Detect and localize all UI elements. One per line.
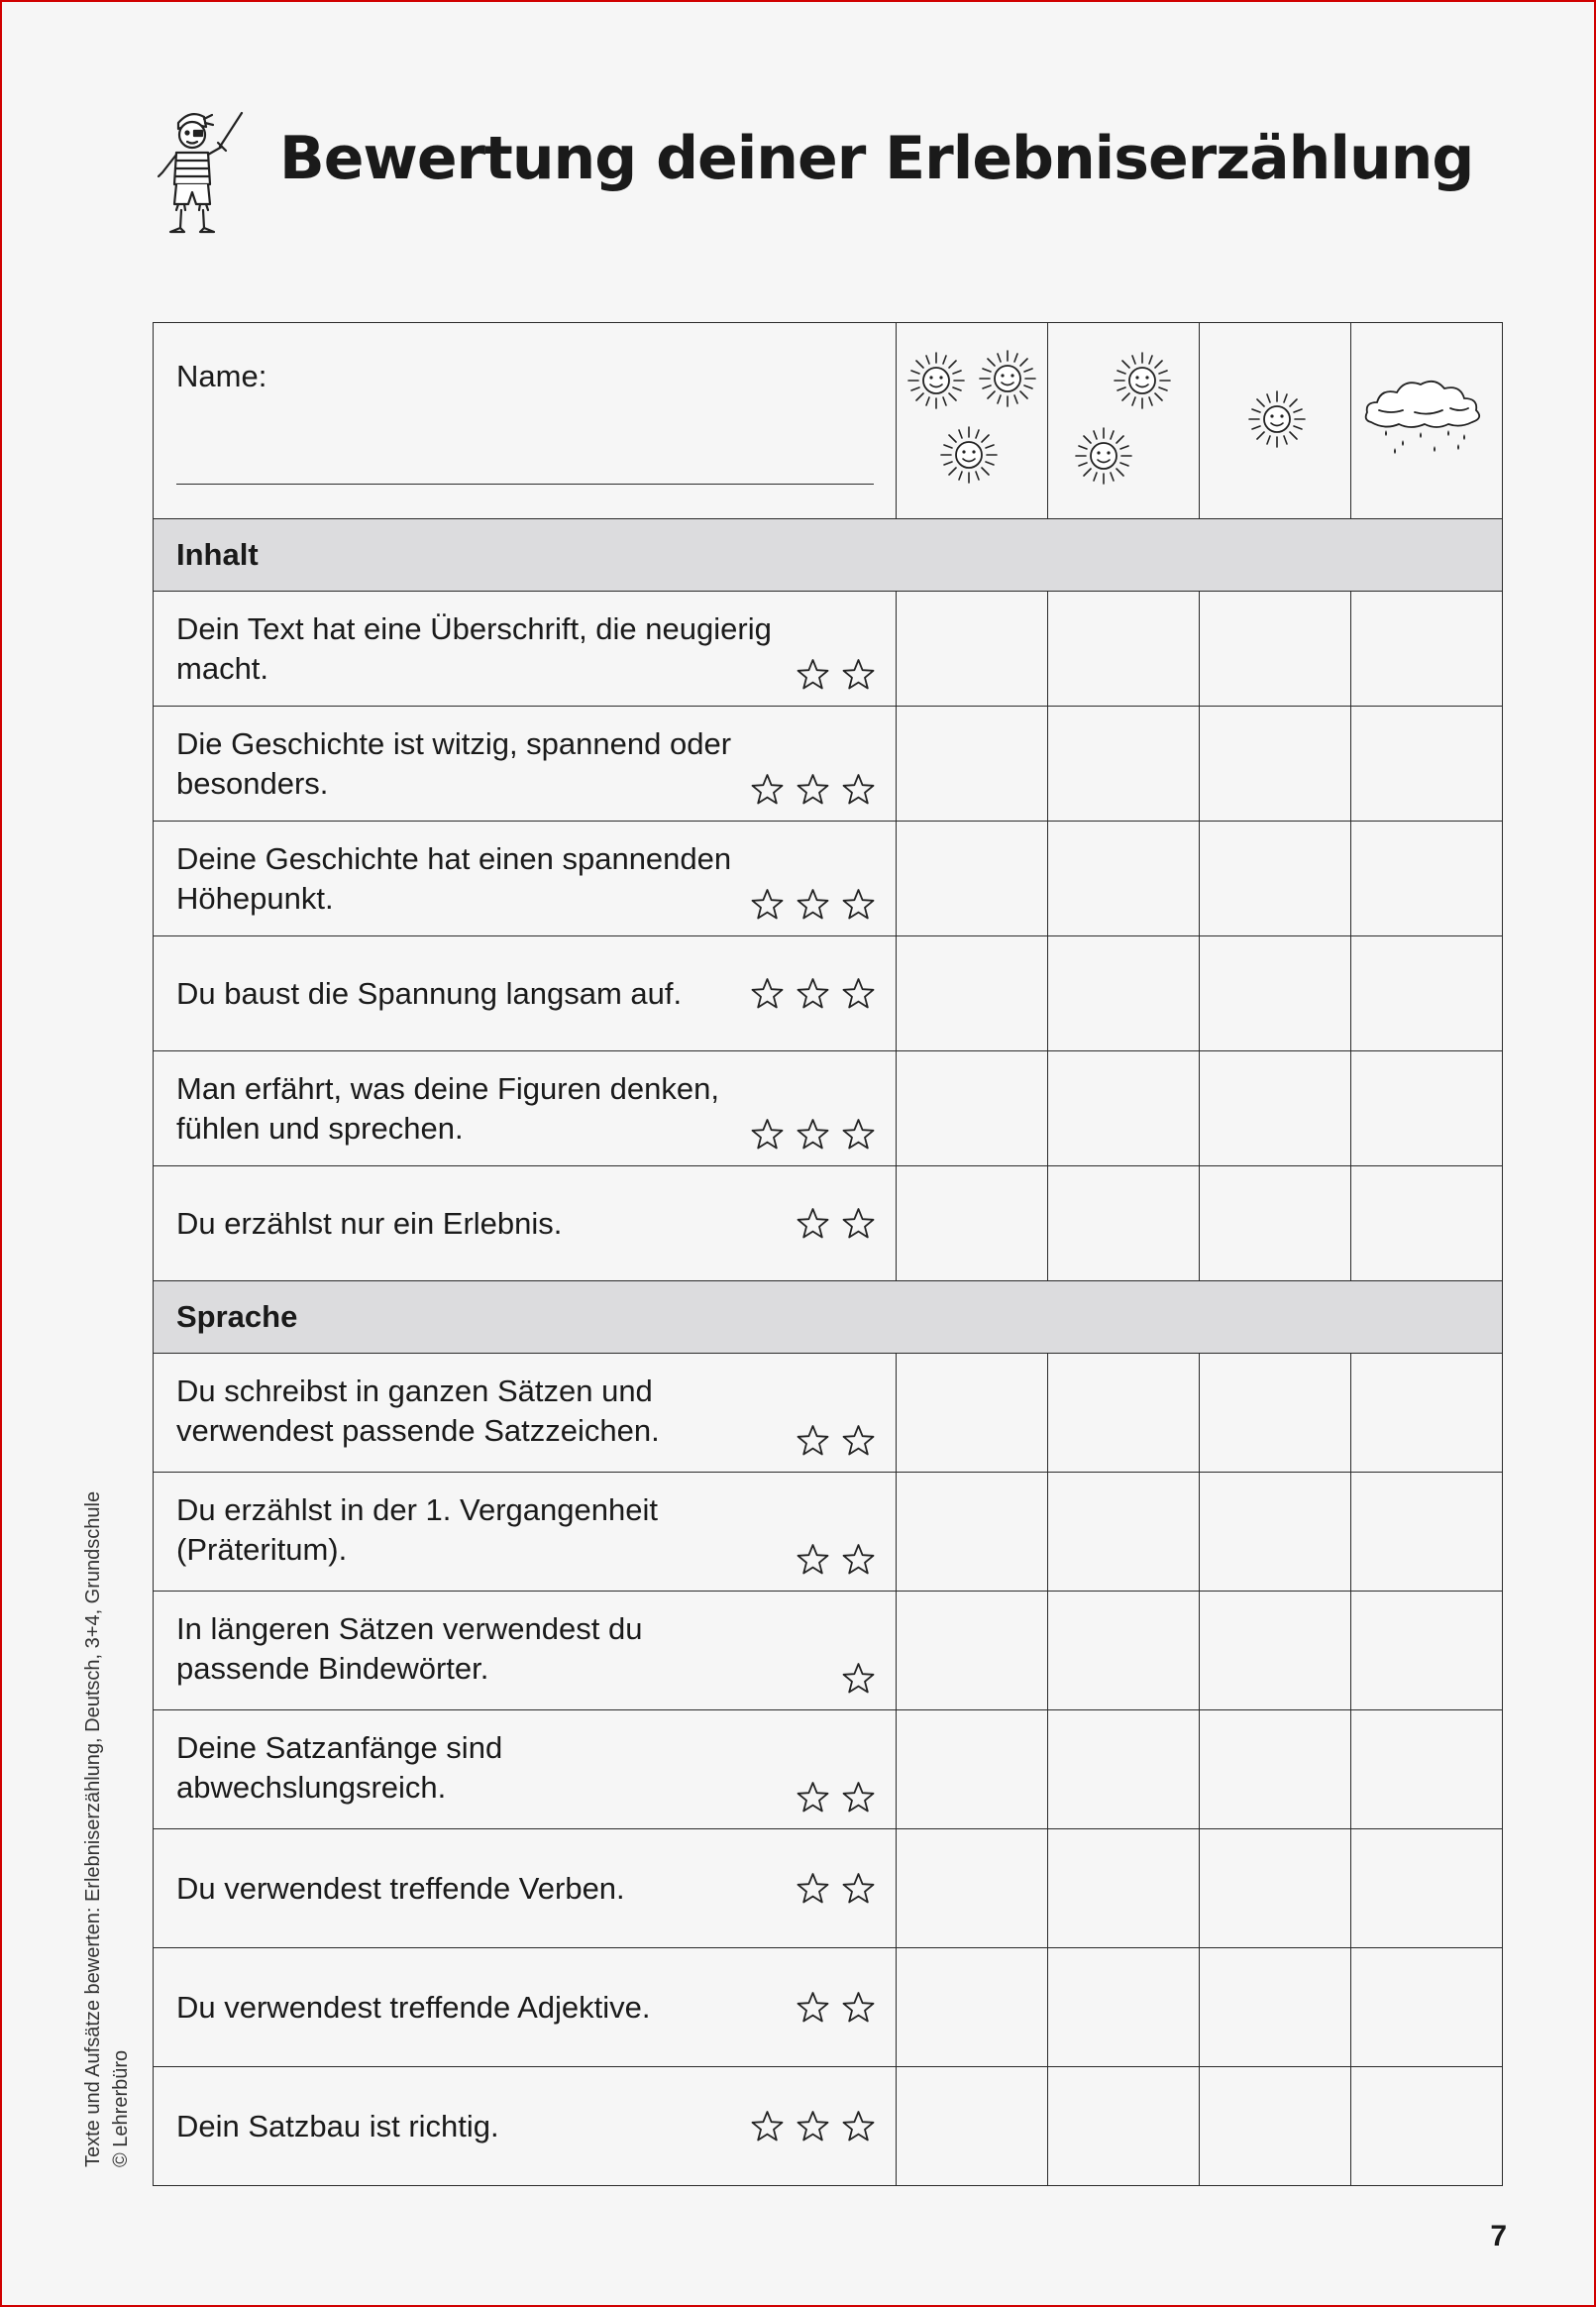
- star-icon: [841, 977, 876, 1011]
- star-rating: [750, 1118, 876, 1152]
- pirate-illustration: [151, 101, 250, 240]
- rating-checkbox-two-suns[interactable]: [1048, 707, 1200, 822]
- star-rating: [750, 2110, 876, 2143]
- rating-checkbox-three-suns[interactable]: [897, 1592, 1048, 1710]
- criterion-cell: [154, 1829, 897, 1948]
- star-rating: [750, 888, 876, 922]
- criterion-row: [154, 1710, 1503, 1829]
- star-rating: [750, 977, 876, 1011]
- page-title: Bewertung deiner Erlebniserzählung: [279, 124, 1474, 193]
- star-icon: [841, 1991, 876, 2025]
- criterion-cell: [154, 1051, 897, 1166]
- rating-checkbox-two-suns[interactable]: [1048, 1829, 1200, 1948]
- rating-checkbox-one-sun[interactable]: [1200, 822, 1351, 936]
- rating-checkbox-three-suns[interactable]: [897, 822, 1048, 936]
- criterion-text: Dein Text hat eine Überschrift, die neugierig macht.: [176, 611, 772, 686]
- criterion-row: [154, 936, 1503, 1051]
- star-icon: [796, 1781, 830, 1814]
- star-icon: [796, 2110, 830, 2143]
- star-icon: [841, 1872, 876, 1906]
- star-rating: [841, 1662, 876, 1696]
- criterion-text: Deine Satzanfänge sind abwechslungsreich.: [176, 1730, 503, 1805]
- star-rating: [796, 658, 876, 692]
- rating-checkbox-rain-cloud[interactable]: [1351, 2067, 1503, 2186]
- star-icon: [841, 1424, 876, 1458]
- rating-checkbox-three-suns[interactable]: [897, 1473, 1048, 1592]
- criterion-row: [154, 592, 1503, 707]
- star-icon: [750, 888, 785, 922]
- rating-checkbox-two-suns[interactable]: [1048, 1948, 1200, 2067]
- star-rating: [750, 773, 876, 807]
- star-icon: [796, 1424, 830, 1458]
- criterion-text: Deine Geschichte hat einen spannenden Höhepunkt.: [176, 841, 732, 916]
- criterion-cell: [154, 1710, 897, 1829]
- rating-table: [153, 322, 1503, 2186]
- criterion-cell: [154, 1354, 897, 1473]
- rating-checkbox-two-suns[interactable]: [1048, 1473, 1200, 1592]
- one-sun-icon: [1200, 323, 1351, 519]
- star-icon: [841, 1118, 876, 1152]
- rating-checkbox-two-suns[interactable]: [1048, 1710, 1200, 1829]
- star-rating: [796, 1207, 876, 1241]
- criterion-cell: [154, 1948, 897, 2067]
- rating-checkbox-one-sun[interactable]: [1200, 1051, 1351, 1166]
- rating-checkbox-one-sun[interactable]: [1200, 1354, 1351, 1473]
- criterion-cell: [154, 1592, 897, 1710]
- rating-checkbox-two-suns[interactable]: [1048, 1051, 1200, 1166]
- criterion-row: [154, 1948, 1503, 2067]
- rating-checkbox-rain-cloud[interactable]: [1351, 1710, 1503, 1829]
- header: [151, 96, 1474, 245]
- star-icon: [796, 1872, 830, 1906]
- criterion-cell: [154, 2067, 897, 2186]
- rating-checkbox-one-sun[interactable]: [1200, 1710, 1351, 1829]
- criterion-row: [154, 2067, 1503, 2186]
- rating-checkbox-two-suns[interactable]: [1048, 1354, 1200, 1473]
- rating-checkbox-three-suns[interactable]: [897, 1710, 1048, 1829]
- rating-checkbox-rain-cloud[interactable]: [1351, 1166, 1503, 1281]
- criterion-row: [154, 707, 1503, 822]
- name-write-line: [176, 484, 874, 485]
- criterion-text: Du erzählst in der 1. Vergangenheit (Präteritum).: [176, 1492, 658, 1567]
- criterion-text: Du verwendest treffende Verben.: [176, 1870, 625, 1906]
- criterion-cell: [154, 1166, 897, 1281]
- rating-checkbox-three-suns[interactable]: [897, 936, 1048, 1051]
- star-rating: [796, 1424, 876, 1458]
- star-icon: [841, 1781, 876, 1814]
- rating-checkbox-rain-cloud[interactable]: [1351, 1354, 1503, 1473]
- criterion-text: Du erzählst nur ein Erlebnis.: [176, 1205, 563, 1241]
- star-icon: [796, 1991, 830, 2025]
- star-icon: [841, 1662, 876, 1696]
- criterion-text: Dein Satzbau ist richtig.: [176, 2108, 499, 2143]
- criterion-text: In längeren Sätzen verwendest du passende Bindewörter.: [176, 1611, 643, 1686]
- section-label: Sprache: [176, 1299, 298, 1334]
- section-header: [154, 1281, 1503, 1354]
- criterion-row: [154, 1592, 1503, 1710]
- rating-checkbox-two-suns[interactable]: [1048, 822, 1200, 936]
- criterion-text: Die Geschichte ist witzig, spannend oder besonders.: [176, 726, 732, 801]
- sun-icon: [941, 427, 997, 483]
- rating-checkbox-rain-cloud[interactable]: [1351, 822, 1503, 936]
- section-row-inhalt: [154, 519, 1503, 592]
- section-label: Inhalt: [176, 537, 259, 572]
- criterion-cell: [154, 592, 897, 707]
- rating-checkbox-three-suns[interactable]: [897, 2067, 1048, 2186]
- rating-checkbox-two-suns[interactable]: [1048, 1166, 1200, 1281]
- rating-checkbox-one-sun[interactable]: [1200, 1592, 1351, 1710]
- star-icon: [841, 658, 876, 692]
- rating-checkbox-two-suns[interactable]: [1048, 936, 1200, 1051]
- star-icon: [750, 1118, 785, 1152]
- criterion-cell: [154, 707, 897, 822]
- rating-checkbox-one-sun[interactable]: [1200, 1829, 1351, 1948]
- rating-checkbox-one-sun[interactable]: [1200, 936, 1351, 1051]
- section-header: [154, 519, 1503, 592]
- rating-checkbox-rain-cloud[interactable]: [1351, 1829, 1503, 1948]
- rating-checkbox-rain-cloud[interactable]: [1351, 1051, 1503, 1166]
- copyright-line: © Lehrerbüro: [110, 2049, 132, 2167]
- criterion-cell: [154, 936, 897, 1051]
- rating-checkbox-three-suns[interactable]: [897, 1829, 1048, 1948]
- star-icon: [841, 773, 876, 807]
- rating-checkbox-two-suns[interactable]: [1048, 2067, 1200, 2186]
- criterion-row: [154, 1166, 1503, 1281]
- source-line: Texte und Aufsätze bewerten: Erlebniserzählung, Deutsch, 3+4, Grundschule: [82, 1490, 104, 2167]
- star-icon: [796, 1207, 830, 1241]
- criterion-text: Du verwendest treffende Adjektive.: [176, 1989, 651, 2025]
- star-icon: [796, 1118, 830, 1152]
- sun-icon: [980, 351, 1035, 406]
- rating-checkbox-one-sun[interactable]: [1200, 592, 1351, 707]
- star-rating: [796, 1781, 876, 1814]
- name-cell: [154, 323, 897, 519]
- star-icon: [796, 658, 830, 692]
- star-rating: [796, 1543, 876, 1577]
- rating-checkbox-three-suns[interactable]: [897, 1166, 1048, 1281]
- two-suns-icon: [1048, 323, 1200, 519]
- three-suns-icon: [897, 323, 1048, 519]
- star-icon: [841, 1207, 876, 1241]
- star-rating: [796, 1991, 876, 2025]
- section-row-sprache: [154, 1281, 1503, 1354]
- rating-checkbox-one-sun[interactable]: [1200, 1948, 1351, 2067]
- criterion-cell: [154, 1473, 897, 1592]
- rating-checkbox-rain-cloud[interactable]: [1351, 936, 1503, 1051]
- rating-checkbox-one-sun[interactable]: [1200, 1473, 1351, 1592]
- criterion-row: [154, 1051, 1503, 1166]
- rating-checkbox-three-suns[interactable]: [897, 707, 1048, 822]
- star-icon: [796, 888, 830, 922]
- criterion-row: [154, 822, 1503, 936]
- rating-checkbox-rain-cloud[interactable]: [1351, 1592, 1503, 1710]
- star-rating: [796, 1872, 876, 1906]
- criterion-row: [154, 1473, 1503, 1592]
- criterion-row: [154, 1354, 1503, 1473]
- star-icon: [841, 888, 876, 922]
- star-icon: [796, 1543, 830, 1577]
- star-icon: [750, 773, 785, 807]
- rating-checkbox-rain-cloud[interactable]: [1351, 592, 1503, 707]
- criterion-cell: [154, 822, 897, 936]
- rating-checkbox-rain-cloud[interactable]: [1351, 707, 1503, 822]
- source-note: [79, 1491, 135, 2167]
- rating-checkbox-three-suns[interactable]: [897, 1948, 1048, 2067]
- sun-icon: [908, 353, 964, 408]
- name-label: Name:: [176, 359, 267, 393]
- rating-checkbox-three-suns[interactable]: [897, 1051, 1048, 1166]
- star-icon: [841, 2110, 876, 2143]
- sun-icon: [1115, 353, 1170, 408]
- star-icon: [796, 773, 830, 807]
- rating-checkbox-one-sun[interactable]: [1200, 2067, 1351, 2186]
- rating-checkbox-three-suns[interactable]: [897, 1354, 1048, 1473]
- criterion-text: Man erfährt, was deine Figuren denken, fühlen und sprechen.: [176, 1071, 719, 1146]
- criterion-row: [154, 1829, 1503, 1948]
- rating-checkbox-rain-cloud[interactable]: [1351, 1948, 1503, 2067]
- rating-checkbox-two-suns[interactable]: [1048, 1592, 1200, 1710]
- header-row: [154, 323, 1503, 519]
- rating-checkbox-one-sun[interactable]: [1200, 707, 1351, 822]
- star-icon: [750, 977, 785, 1011]
- page-number: 7: [1490, 2220, 1507, 2252]
- rating-checkbox-rain-cloud[interactable]: [1351, 1473, 1503, 1592]
- criterion-text: Du baust die Spannung langsam auf.: [176, 975, 683, 1011]
- sun-icon: [1249, 391, 1305, 447]
- rating-checkbox-one-sun[interactable]: [1200, 1166, 1351, 1281]
- rain-cloud-icon: [1351, 323, 1503, 519]
- star-icon: [841, 1543, 876, 1577]
- star-icon: [750, 2110, 785, 2143]
- criterion-text: Du schreibst in ganzen Sätzen und verwendest passende Satzzeichen.: [176, 1373, 660, 1448]
- rating-checkbox-three-suns[interactable]: [897, 592, 1048, 707]
- sun-icon: [1076, 428, 1131, 484]
- star-icon: [796, 977, 830, 1011]
- rating-checkbox-two-suns[interactable]: [1048, 592, 1200, 707]
